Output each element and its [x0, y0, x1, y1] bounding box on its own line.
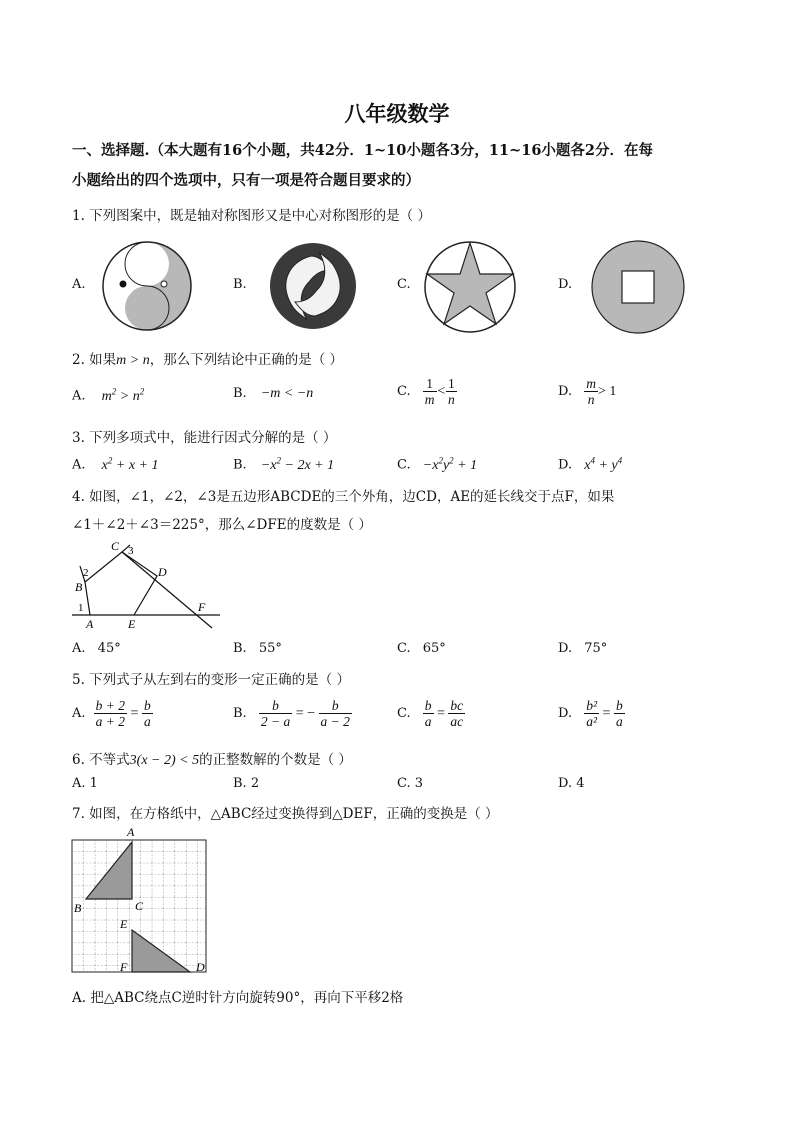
q2-label-c: C. [397, 384, 411, 399]
q4-pentagon-figure [70, 538, 225, 633]
q5-label-c: C. [397, 706, 411, 721]
q4-c-value: 65° [422, 641, 446, 656]
q2-a-base1: m [101, 388, 112, 404]
q5-a-den2: a [143, 714, 151, 729]
q6-label-b: B. [233, 776, 247, 791]
q3-c-var2: y [442, 457, 450, 473]
section-heading-line2: 小题给出的四个选项中，只有一项是符合题目要求的） [72, 172, 420, 189]
q3-d-var1: x [584, 457, 591, 473]
q7-label-A: A [127, 825, 135, 839]
q2-c-den2: n [447, 392, 455, 407]
q3-b-pre: −x [260, 457, 277, 473]
q6-option-c [397, 776, 423, 791]
q1-yin-yang-figure [97, 240, 197, 332]
q6-label-a: A. [72, 776, 86, 791]
q3-option-a [72, 455, 159, 474]
q3-label-d: D. [558, 457, 573, 473]
q5-b-den2: a − 2 [320, 714, 350, 729]
q2-option-a [72, 386, 144, 405]
q1-stem: 1. 下列图案中，既是轴对称图形又是中心对称图形的是（ ） [72, 208, 431, 224]
q1-label-d: D. [558, 277, 573, 292]
q6-stem-math: 3(x − 2) < 5 [129, 753, 200, 768]
q3-d-exp2: 4 [617, 455, 623, 465]
q6-option-a [72, 776, 98, 791]
q2-stem-math: m > n [116, 353, 150, 368]
q3-option-c [397, 455, 477, 474]
q2-label-b: B. [233, 386, 247, 401]
q6-c-value: 3 [414, 776, 424, 791]
q5-a-num2: b [143, 698, 151, 713]
q5-label-a: A. [72, 706, 86, 721]
q5-c-den1: a [424, 714, 432, 729]
q6-b-value: 2 [250, 776, 260, 791]
q4-option-b [233, 641, 282, 656]
q2-b-expr: −m < −n [260, 386, 314, 401]
q2-c-num2: 1 [447, 376, 455, 391]
q7-grid-figure [68, 824, 213, 976]
q2-label-d: D. [558, 384, 573, 399]
q3-c-rest: + 1 [453, 457, 478, 473]
q1-label-a: A. [72, 277, 86, 292]
q5-c-num1: b [424, 698, 432, 713]
q3-stem: 3. 下列多项式中，能进行因式分解的是（ ） [72, 430, 337, 446]
q4-label-c: C. [397, 641, 411, 656]
q1-swirl-emblem-figure [269, 240, 357, 332]
q5-option-a: A. $\frac{b + 2}{a + 2}$ = $\frac{b}{a}$ [72, 698, 151, 729]
q4-stem-line1: 4. 如图，∠1，∠2，∠3是五边形ABCDE的三个外角，边CD，AE的延长线交于点F，如果 [72, 489, 615, 505]
q1-label-c: C. [397, 277, 411, 292]
q6-label-c: C. [397, 776, 411, 791]
q4-angle-3: 3 [128, 545, 134, 557]
q4-label-F: F [198, 600, 206, 614]
q5-d-den1: a² [586, 714, 598, 729]
q4-label-B: B [75, 580, 83, 594]
q4-label-d: D. [558, 641, 573, 656]
q3-c-exp2: 2 [449, 455, 454, 465]
q4-label-a: A. [72, 641, 86, 656]
section-heading-line1: 一、选择题.（本大题有16个小题，共42分．1~10小题各3分，11~16小题各2分．在每 [72, 142, 654, 159]
q5-a-num1: b + 2 [95, 698, 126, 713]
q4-option-a [72, 641, 121, 656]
q2-label-a: A. [72, 388, 86, 404]
q5-b-num1: b [259, 698, 292, 714]
q4-label-A: A [86, 617, 94, 631]
q4-b-value: 55° [258, 641, 282, 656]
q7-label-F: F [120, 960, 128, 974]
q4-label-D: D [158, 565, 167, 579]
q5-option-b: B. $\frac{b}{2 - a}$ = − $\frac{b}{a - 2}$ [233, 698, 350, 729]
q5-option-d: D. $\frac{\text{b²}}{\text{a²}}$ = $\frac{b}{a}$ [558, 698, 623, 729]
q3-b-exp: 2 [276, 455, 281, 465]
q2-a-base2: n [132, 388, 140, 404]
q3-d-var2: y [611, 457, 618, 473]
q6-d-value: 4 [576, 776, 585, 791]
q7-stem: 7. 如图，在方格纸中，△ABC经过变换得到△DEF，正确的变换是（ ） [72, 806, 499, 822]
q5-b-den1: 2 − a [260, 714, 291, 729]
q3-c-exp1: 2 [438, 455, 443, 465]
page-title: 八年级数学 [344, 101, 450, 126]
q2-option-c [397, 376, 457, 407]
q4-d-value: 75° [584, 641, 608, 656]
q5-b-num2: b [319, 698, 352, 714]
q7-label-D: D [196, 960, 205, 974]
q4-option-c [397, 641, 446, 656]
q2-a-exp1: 2 [111, 386, 117, 396]
q5-d-num2: b [615, 698, 623, 713]
q2-stem-pre: 2. 如果 [72, 352, 117, 368]
q2-a-op: > [116, 388, 133, 404]
q6-option-b [233, 776, 259, 791]
q1-star-in-circle-figure [422, 240, 518, 334]
q2-c-num1: 1 [423, 376, 437, 392]
q3-b-rest: − 2x + 1 [281, 457, 335, 473]
q5-label-b: B. [233, 706, 247, 721]
q3-a-exp: 2 [107, 455, 113, 465]
q4-label-b: B. [233, 641, 247, 656]
q3-label-c: C. [397, 457, 411, 473]
q3-d-exp1: 4 [590, 455, 595, 465]
q6-stem-post: 的正整数解的个数是（ ） [199, 752, 352, 768]
q4-option-d [558, 641, 607, 656]
q3-option-b [233, 455, 334, 474]
q3-c-pre: −x [422, 457, 439, 473]
q6-option-d [558, 776, 585, 791]
q3-label-b: B. [233, 457, 247, 473]
q7-label-B: B [74, 901, 82, 915]
q4-angle-2: 2 [83, 567, 89, 579]
q5-c-num2: bc [450, 698, 464, 713]
q4-a-value: 45° [97, 641, 121, 656]
q5-d-den2: a [615, 714, 623, 729]
q4-label-C: C [111, 539, 120, 553]
q7-label-C: C [135, 899, 144, 913]
q6-stem [72, 748, 352, 769]
q7-option-a: A. 把△ABC绕点C逆时针方向旋转90°，再向下平移2格 [72, 990, 404, 1006]
q2-d-den: n [587, 392, 595, 407]
q3-a-rest: + x + 1 [112, 457, 159, 473]
q2-d-rest: > 1 [597, 384, 617, 399]
q5-stem: 5. 下列式子从左到右的变形一定正确的是（ ） [72, 672, 350, 688]
q4-angle-1: 1 [78, 602, 84, 614]
q5-d-num1: b² [586, 698, 598, 713]
q6-stem-pre: 6. 不等式 [72, 752, 130, 768]
q3-option-d [558, 455, 622, 474]
q5-c-den2: ac [450, 714, 464, 729]
q3-label-a: A. [72, 457, 86, 473]
q5-label-d: D. [558, 706, 573, 721]
q2-stem-post: ，那么下列结论中正确的是（ ） [149, 352, 344, 368]
q3-a-var: x [101, 457, 108, 473]
q2-option-d [558, 376, 616, 407]
q2-stem [72, 348, 343, 369]
q1-coin-figure [590, 240, 686, 334]
q4-stem-line2: ∠1＋∠2＋∠3＝225°，那么∠DFE的度数是（ ） [72, 517, 372, 533]
q6-a-value: 1 [89, 776, 98, 791]
q3-d-op: + [594, 457, 612, 473]
q2-a-exp2: 2 [139, 386, 145, 396]
q1-label-b: B. [233, 277, 247, 292]
q5-option-c: C. $\frac{b}{a}$ = $\frac{bc}{ac}$ [397, 698, 464, 729]
q6-label-d: D. [558, 776, 573, 791]
q2-c-op: < [436, 384, 446, 399]
q2-option-b [233, 386, 313, 402]
q5-a-den1: a + 2 [95, 714, 126, 729]
q4-label-E: E [128, 617, 136, 631]
q7-label-E: E [120, 917, 128, 931]
q2-c-den1: m [424, 392, 435, 407]
q2-d-num: m [586, 376, 596, 391]
